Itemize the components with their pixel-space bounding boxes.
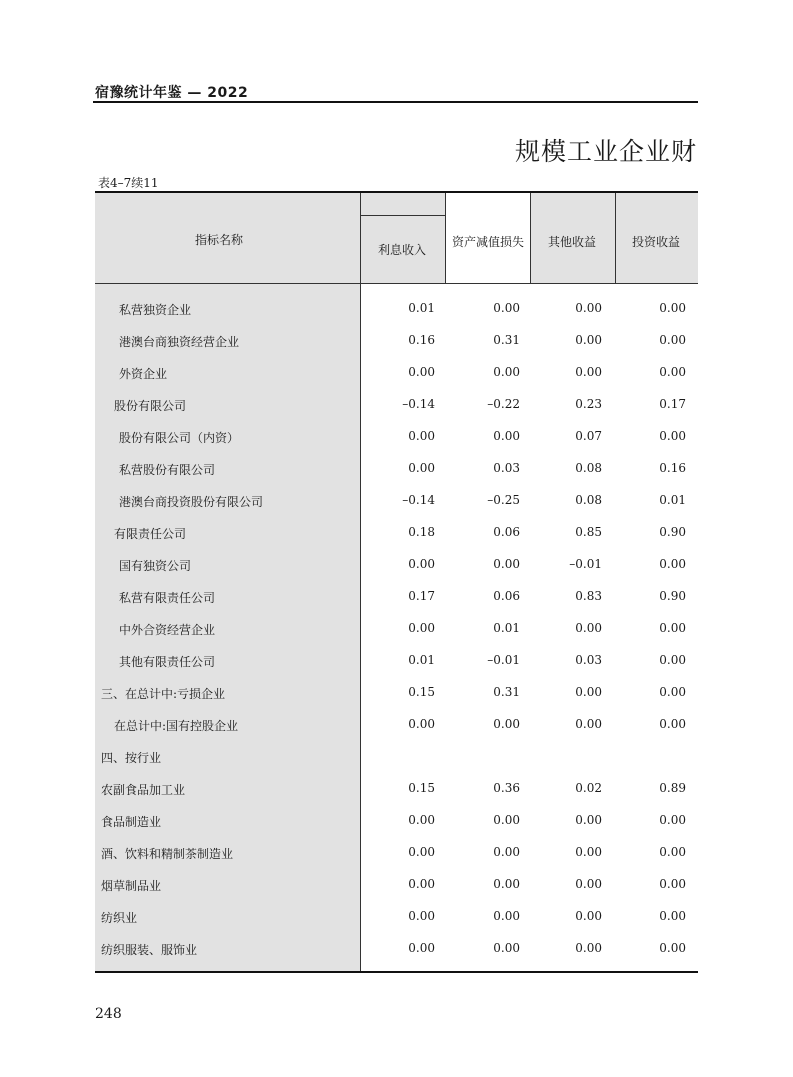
- row-value: 0.00: [408, 909, 435, 923]
- row-value: 0.83: [575, 589, 602, 603]
- row-value: 0.08: [575, 493, 602, 507]
- row-label: 四、按行业: [101, 751, 162, 765]
- header-shade-c1: [361, 193, 445, 283]
- row-value: 0.00: [493, 941, 520, 955]
- table-header: [95, 193, 698, 283]
- table-row: [95, 837, 698, 869]
- header-interest-income: 利息收入: [378, 243, 427, 257]
- row-label: 股份有限公司（内资）: [119, 431, 240, 445]
- row-value: 0.00: [659, 813, 686, 827]
- row-label: 港澳台商投资股份有限公司: [119, 495, 264, 509]
- row-label: 股份有限公司: [114, 399, 187, 413]
- row-value: 0.03: [493, 461, 520, 475]
- row-value: 0.85: [575, 525, 602, 539]
- table-body: [95, 293, 698, 965]
- table-row: [95, 389, 698, 421]
- row-value: 0.01: [493, 621, 520, 635]
- row-value: 0.00: [659, 621, 686, 635]
- row-value: 0.07: [575, 429, 602, 443]
- row-value: –0.22: [487, 397, 520, 411]
- row-label: 在总计中:国有控股企业: [114, 719, 239, 733]
- row-value: 0.00: [659, 845, 686, 859]
- row-value: 0.00: [408, 813, 435, 827]
- row-value: 0.00: [408, 877, 435, 891]
- table-row: [95, 357, 698, 389]
- row-value: 0.06: [493, 525, 520, 539]
- row-value: –0.01: [569, 557, 602, 571]
- row-value: 0.00: [408, 621, 435, 635]
- row-value: 0.90: [659, 525, 686, 539]
- header-sub-rule: [361, 215, 445, 216]
- row-value: 0.00: [408, 557, 435, 571]
- header-divider: [530, 193, 531, 283]
- row-value: 0.89: [659, 781, 686, 795]
- table-row: [95, 933, 698, 965]
- row-label: 酒、饮料和精制茶制造业: [101, 847, 234, 861]
- row-value: 0.17: [408, 589, 435, 603]
- row-label: 私营独资企业: [119, 303, 192, 317]
- row-label: 外资企业: [119, 367, 168, 381]
- row-value: 0.00: [408, 845, 435, 859]
- row-label: 其他有限责任公司: [119, 655, 216, 669]
- row-label: 三、在总计中:亏损企业: [101, 687, 226, 701]
- row-value: 0.15: [408, 685, 435, 699]
- header-asset-impairment-loss: 资产减值损失: [452, 235, 525, 249]
- row-value: –0.14: [402, 397, 435, 411]
- row-value: 0.00: [575, 333, 602, 347]
- table-row: [95, 709, 698, 741]
- row-label: 纺织业: [101, 911, 138, 925]
- row-label: 国有独资公司: [119, 559, 192, 573]
- row-value: 0.36: [493, 781, 520, 795]
- table-row: [95, 325, 698, 357]
- row-value: 0.00: [408, 429, 435, 443]
- table-row: [95, 549, 698, 581]
- row-value: 0.00: [493, 909, 520, 923]
- table-row: [95, 517, 698, 549]
- running-head: 宿豫统计年鉴 — 2022: [95, 85, 249, 101]
- row-value: 0.00: [493, 845, 520, 859]
- row-value: 0.00: [493, 301, 520, 315]
- row-value: 0.01: [408, 653, 435, 667]
- row-value: 0.00: [659, 557, 686, 571]
- row-value: 0.90: [659, 589, 686, 603]
- table-id: 表4–7续11: [98, 176, 159, 190]
- row-label: 纺织服装、服饰业: [101, 943, 198, 957]
- row-value: 0.00: [575, 941, 602, 955]
- row-value: –0.25: [487, 493, 520, 507]
- row-value: 0.00: [408, 461, 435, 475]
- row-value: 0.00: [575, 813, 602, 827]
- row-label: 私营股份有限公司: [119, 463, 216, 477]
- row-value: 0.00: [408, 365, 435, 379]
- row-value: 0.00: [659, 653, 686, 667]
- table-row: [95, 421, 698, 453]
- row-value: 0.00: [493, 429, 520, 443]
- table-row: [95, 581, 698, 613]
- row-value: 0.00: [659, 877, 686, 891]
- row-label: 农副食品加工业: [101, 783, 186, 797]
- row-label: 食品制造业: [101, 815, 162, 829]
- page-number: 248: [95, 1006, 122, 1022]
- row-value: –0.01: [487, 653, 520, 667]
- row-value: 0.00: [659, 333, 686, 347]
- row-value: 0.17: [659, 397, 686, 411]
- table-row: [95, 773, 698, 805]
- table-row: [95, 293, 698, 325]
- row-value: 0.31: [493, 333, 520, 347]
- row-value: 0.01: [408, 301, 435, 315]
- row-value: 0.03: [575, 653, 602, 667]
- row-value: 0.00: [659, 941, 686, 955]
- row-value: 0.00: [493, 877, 520, 891]
- row-label: 私营有限责任公司: [119, 591, 216, 605]
- row-value: 0.00: [575, 909, 602, 923]
- row-value: 0.31: [493, 685, 520, 699]
- table-row: [95, 741, 698, 773]
- table-row: [95, 805, 698, 837]
- row-value: 0.00: [575, 685, 602, 699]
- header-indicator-name: 指标名称: [195, 233, 244, 247]
- row-value: 0.00: [408, 941, 435, 955]
- row-value: 0.08: [575, 461, 602, 475]
- running-head-rule: [93, 101, 698, 103]
- table-row: [95, 869, 698, 901]
- table-bottom-rule: [95, 971, 698, 973]
- data-table: [95, 191, 698, 973]
- header-investment-income: 投资收益: [632, 235, 681, 249]
- row-value: 0.00: [575, 621, 602, 635]
- row-value: 0.16: [408, 333, 435, 347]
- row-value: 0.00: [659, 685, 686, 699]
- row-value: 0.00: [575, 717, 602, 731]
- row-value: 0.00: [493, 557, 520, 571]
- row-value: 0.00: [575, 365, 602, 379]
- row-value: 0.18: [408, 525, 435, 539]
- row-value: 0.00: [575, 301, 602, 315]
- row-value: 0.02: [575, 781, 602, 795]
- row-value: 0.23: [575, 397, 602, 411]
- row-label: 有限责任公司: [114, 527, 187, 541]
- row-value: 0.00: [575, 845, 602, 859]
- row-value: 0.00: [575, 877, 602, 891]
- row-value: 0.16: [659, 461, 686, 475]
- row-value: 0.01: [659, 493, 686, 507]
- row-value: 0.00: [408, 717, 435, 731]
- table-row: [95, 901, 698, 933]
- row-value: 0.00: [659, 301, 686, 315]
- header-divider: [445, 193, 446, 283]
- row-value: 0.00: [659, 909, 686, 923]
- row-value: 0.00: [659, 717, 686, 731]
- table-row: [95, 677, 698, 709]
- row-label: 烟草制品业: [101, 879, 162, 893]
- header-bottom-rule: [95, 283, 698, 284]
- row-value: 0.00: [493, 365, 520, 379]
- page-title: 规模工业企业财: [514, 137, 697, 166]
- row-value: 0.06: [493, 589, 520, 603]
- header-divider: [615, 193, 616, 283]
- row-value: 0.00: [493, 717, 520, 731]
- table-row: [95, 645, 698, 677]
- row-value: 0.00: [659, 429, 686, 443]
- row-value: 0.00: [493, 813, 520, 827]
- row-label: 中外合资经营企业: [119, 623, 216, 637]
- table-row: [95, 453, 698, 485]
- row-label: 港澳台商独资经营企业: [119, 335, 240, 349]
- row-value: –0.14: [402, 493, 435, 507]
- row-value: 0.15: [408, 781, 435, 795]
- table-row: [95, 485, 698, 517]
- table-row: [95, 613, 698, 645]
- header-other-income: 其他收益: [548, 235, 597, 249]
- row-value: 0.00: [659, 365, 686, 379]
